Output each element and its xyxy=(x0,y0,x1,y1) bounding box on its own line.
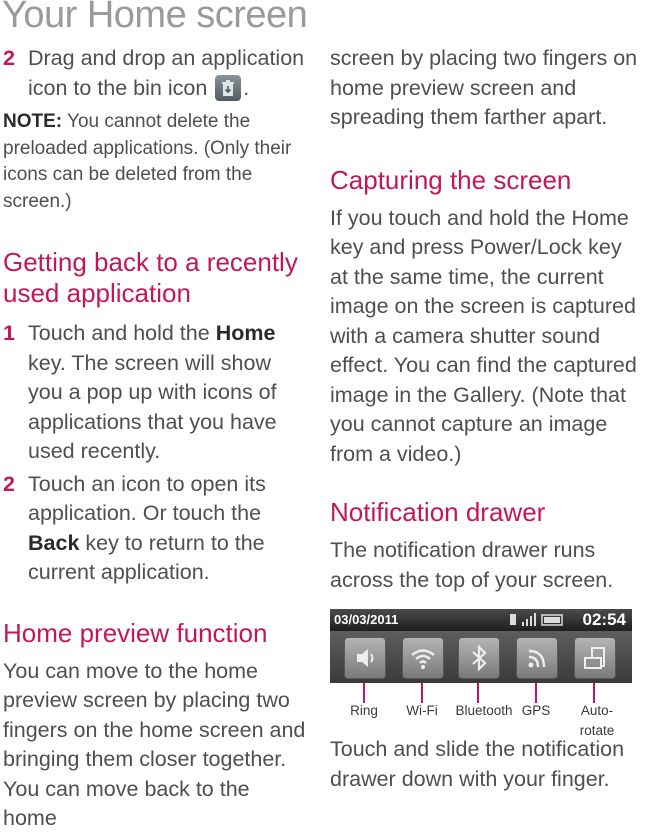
ring-leader-line xyxy=(363,683,365,703)
auto-rotate-leader-line xyxy=(593,683,595,703)
step-text-after: key. The screen will show you a pop up with icons of applications that you have used recently. xyxy=(28,350,277,463)
step-2-delete xyxy=(3,44,308,103)
right-column xyxy=(330,44,640,794)
step-text-after: . xyxy=(243,75,250,100)
step-text-before: Touch and hold the xyxy=(28,321,216,345)
note xyxy=(3,109,308,215)
gps-icon xyxy=(516,637,558,679)
recent-step-1 xyxy=(3,319,308,467)
home-preview-heading: Home preview function xyxy=(3,617,268,648)
auto-rotate-icon xyxy=(574,637,616,679)
home-key-label: Home xyxy=(215,321,276,345)
wifi-leader-line xyxy=(421,683,423,703)
auto-rotate-label: Auto-rotate xyxy=(579,703,615,738)
recent-step-2 xyxy=(3,470,308,588)
bluetooth-label: Bluetooth xyxy=(455,703,513,718)
capture-text: If you touch and hold the Home key and press Power/Lock key at the same time, the current image on the screen is captured with a camera shutter sound effect. You can find the captured image in the Gallery. (Note that you cannot capture an image from a video.) xyxy=(330,205,637,466)
ring-label: Ring xyxy=(350,703,378,718)
note-text: You cannot delete the preloaded applications. (Only their icons can be deleted from the screen.) xyxy=(3,111,292,212)
step-text-before: Drag and drop an application icon to the bin icon xyxy=(28,46,305,100)
drawer-after-text: Touch and slide the notification drawer down with your finger. xyxy=(330,737,625,791)
wifi-label: Wi-Fi xyxy=(406,703,438,718)
home-preview-text: You can move to the home preview screen by placing two fingers on the home screen and bringing them closer together. You can move back to the home xyxy=(3,658,306,830)
notification-drawer-heading: Notification drawer xyxy=(330,497,546,527)
wifi-icon xyxy=(402,637,444,679)
step-text xyxy=(28,319,308,467)
recent-steps xyxy=(3,319,308,588)
status-date: 03/03/2011 xyxy=(334,612,399,627)
note-label: NOTE: xyxy=(3,111,63,132)
step-text xyxy=(28,44,308,103)
notification-drawer-text: The notification drawer runs across the top of your screen. xyxy=(330,538,614,592)
status-time: 02:54 xyxy=(582,610,626,629)
back-key-label: Back xyxy=(28,530,80,555)
signal-icon xyxy=(508,612,570,628)
page-title: Your Home screen xyxy=(2,0,308,36)
bluetooth-leader-line xyxy=(477,683,479,703)
recent-app-heading: Getting back to a recently used application xyxy=(3,247,298,308)
quick-settings-panel xyxy=(330,631,632,683)
gps-label: GPS xyxy=(521,703,551,718)
notification-drawer-image xyxy=(330,609,632,738)
left-column xyxy=(3,44,308,834)
bluetooth-icon xyxy=(458,637,500,679)
step-number: 2 xyxy=(3,471,15,496)
bin-icon xyxy=(215,75,241,101)
step-text-after: key to return to the current application. xyxy=(28,530,265,584)
capture-heading: Capturing the screen xyxy=(330,164,572,195)
gps-leader-line xyxy=(535,683,537,703)
status-bar xyxy=(330,609,632,631)
home-preview-continued: screen by placing two fingers on home preview screen and spreading them farther apart. xyxy=(330,46,638,129)
step-number: 2 xyxy=(3,46,15,70)
step-text-before: Touch an icon to open its application. Or touch the xyxy=(28,471,266,525)
speaker-icon xyxy=(344,637,386,679)
step-text xyxy=(28,470,308,588)
step-number: 1 xyxy=(3,321,15,345)
